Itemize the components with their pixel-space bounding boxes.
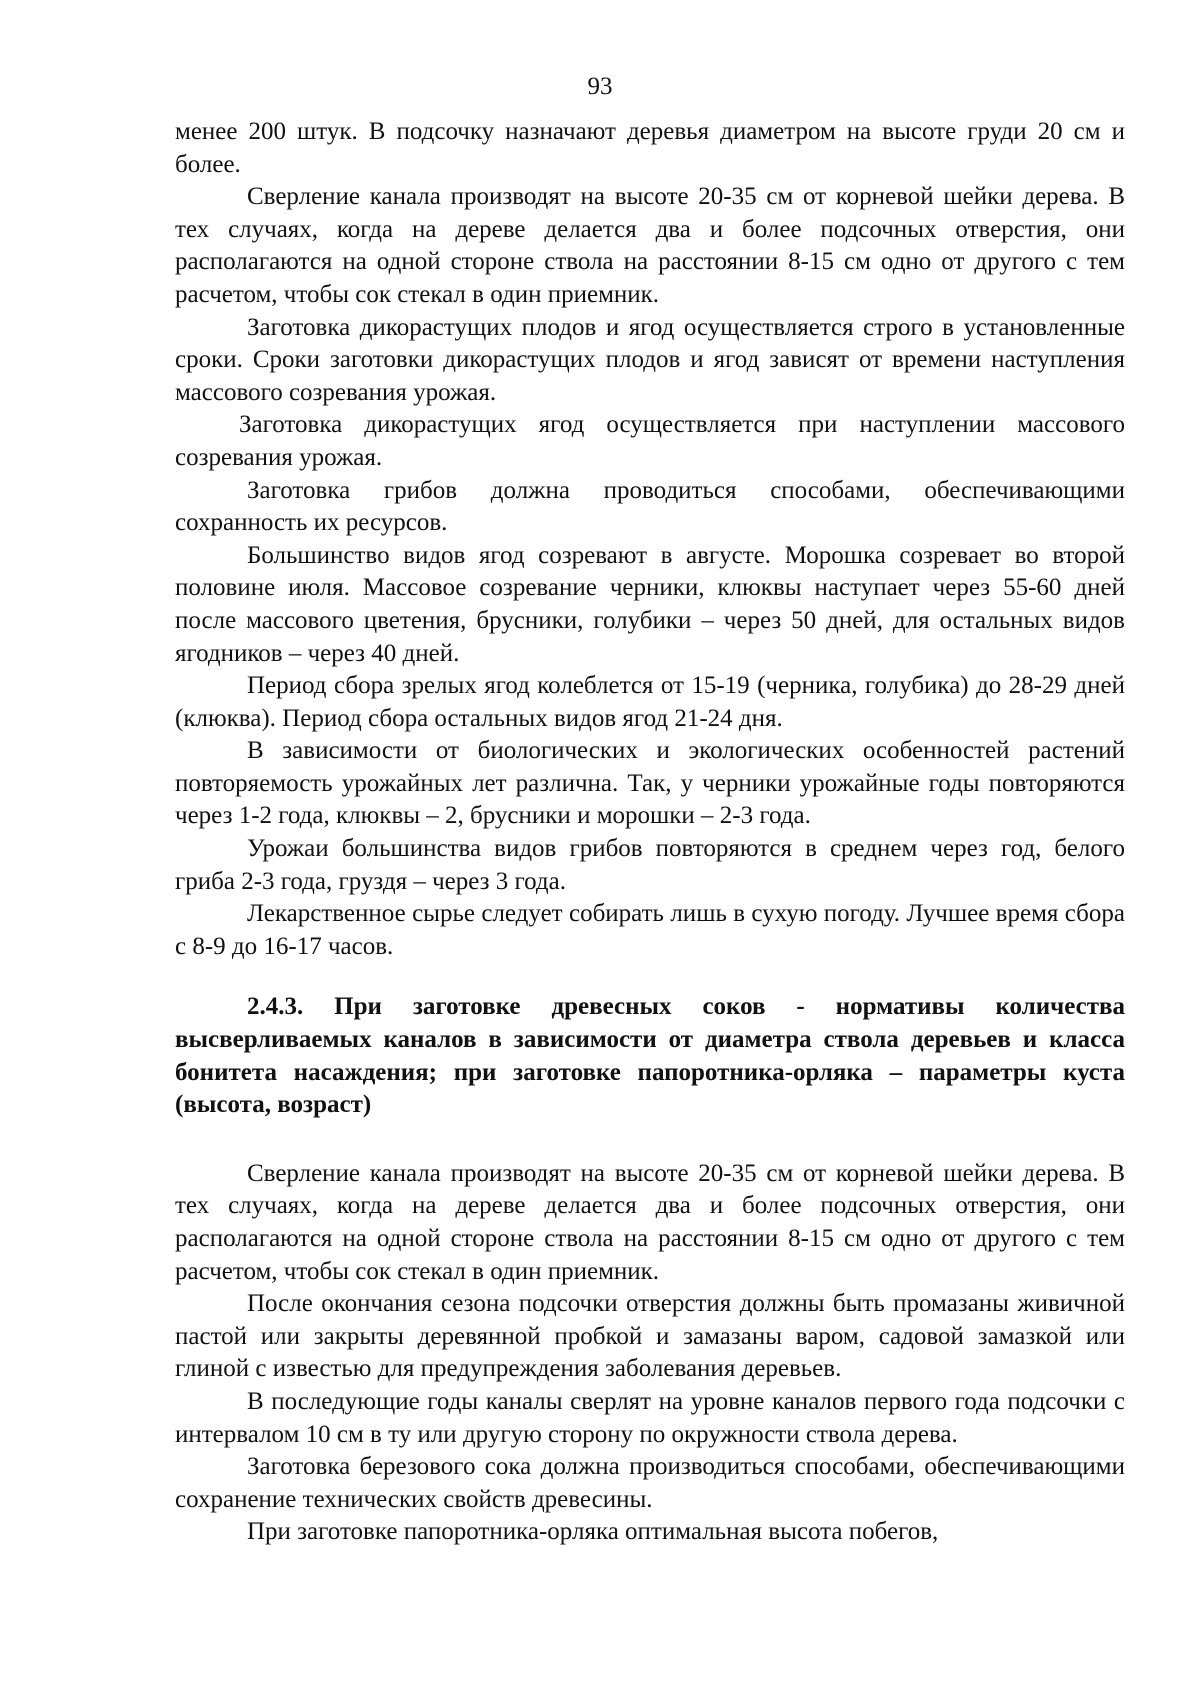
paragraph: Заготовка дикорастущих ягод осуществляется при наступлении массового созревания урожая. [175, 411, 1125, 471]
spacer [175, 1122, 1125, 1158]
paragraph: Заготовка дикорастущих плодов и ягод осуществляется строго в установленные сроки. Сроки заготовки дикорастущих плодов и ягод зависят от времени наступления массового созревания урожая. [175, 313, 1125, 406]
paragraph: Урожаи большинства видов грибов повторяются в среднем через год, белого гриба 2-3 года, груздя – через 3 года. [175, 835, 1125, 895]
document-body [175, 116, 1125, 1549]
paragraph: Сверление канала производят на высоте 20-35 см от корневой шейки дерева. В тех случаях, когда на дереве делается два и более подсочных отверстия, они располагаются на одной стороне ствола на расстоянии 8-15 см одно от другого с тем расчетом, чтобы сок стекал в один приемник. [175, 1159, 1125, 1285]
paragraph: После окончания сезона подсочки отверстия должны быть промазаны живичной пастой или закрыты деревянной пробкой и замазаны варом, садовой замазкой или глиной с известью для предупреждения заболевания деревьев. [175, 1290, 1125, 1383]
paragraph: В последующие годы каналы сверлят на уровне каналов первого года подсочки с интервалом 10 см в ту или другую сторону по окружности ствола дерева. [175, 1387, 1125, 1448]
page-number: 93 [587, 73, 613, 100]
paragraph: Заготовка грибов должна проводиться способами, обеспечивающими сохранность их ресурсов. [175, 476, 1125, 537]
paragraph: Лекарственное сырье следует собирать лишь в сухую погоду. Лучшее время сбора с 8-9 до 16-17 часов. [175, 900, 1125, 960]
paragraph: В зависимости от биологических и экологических особенностей растений повторяемость урожайных лет различна. Так, у черники урожайные годы повторяются через 1-2 года, клюквы – 2, брусники и морошки – 2-3 года. [175, 737, 1125, 830]
paragraph: При заготовке папоротника-орляка оптимальная высота побегов, [247, 1518, 939, 1546]
paragraph: Сверление канала производят на высоте 20-35 см от корневой шейки дерева. В тех случаях, когда на дереве делается два и более подсочных отверстия, они располагаются на одной стороне ствола на расстоянии 8-15 см одно от другого с тем расчетом, чтобы сок стекал в один приемник. [175, 183, 1125, 308]
paragraph: Большинство видов ягод созревают в августе. Морошка созревает во второй половине июля. Массовое созревание черники, клюквы наступает через 55-60 дней после массового цветения, брусники, голубики – через 50 дней, для остальных видов ягодников – через 40 дней. [175, 541, 1125, 667]
paragraph: менее 200 штук. В подсочку назначают деревья диаметром на высоте груди 20 см и более. [175, 118, 1125, 178]
paragraph: Период сбора зрелых ягод колеблется от 15-19 (черника, голубика) до 28-29 дней (клюква). Период сбора остальных видов ягод 21-24 дня. [175, 672, 1125, 732]
paragraph: Заготовка березового сока должна производиться способами, обеспечивающими сохранение технических свойств древесины. [175, 1453, 1125, 1513]
section-heading: 2.4.3. При заготовке древесных соков - нормативы количества высверливаемых каналов в зависимости от диаметра ствола деревьев и класса бонитета насаждения; при заготовке папоротника-орляка – параметры куста (высота, возраст) [175, 993, 1125, 1119]
